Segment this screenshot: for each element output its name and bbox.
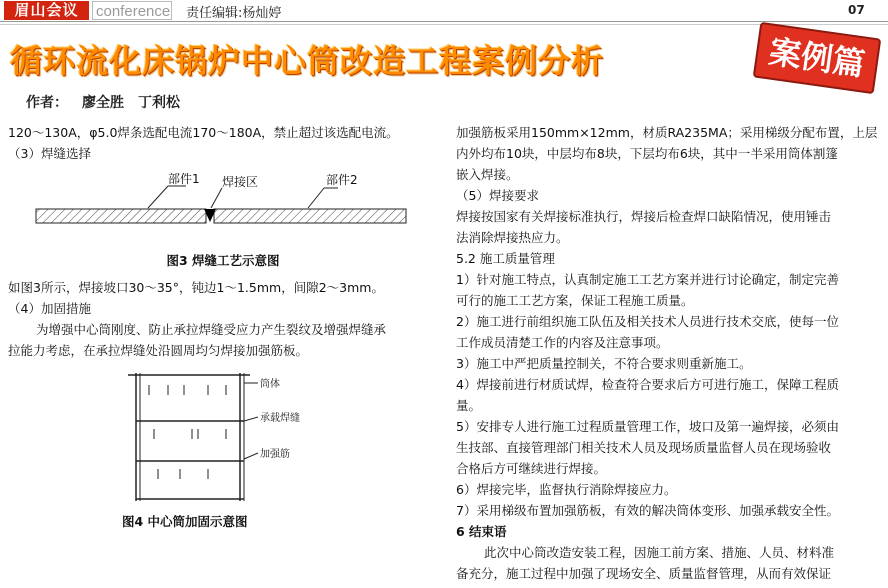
text-line: 120～130A，φ5.0焊条选配电流170～180A，禁止超过该选配电流。 [8,125,399,140]
text-line: （3）焊缝选择 [8,146,91,161]
editor-credit: 责任编辑:杨灿婷 [186,6,282,21]
shell-label: 筒体 [260,379,280,390]
text-line: 拉能力考虑，在承拉焊缝处沿圆周均匀焊接加强筋板。 [8,343,309,358]
text-line: 嵌入焊接。 [456,167,519,182]
section-label: conference [92,1,172,20]
part-2-label: 部件2 [326,173,358,187]
figure-4-caption: 图4 中心筒加固示意图 [122,514,248,529]
figure-3-caption: 图3 焊缝工艺示意图 [166,253,280,268]
page-number: 07 [848,3,865,17]
text-line: 生技部、直接管理部门相关技术人员及现场质量监督人员在现场验收 [456,440,832,455]
part-2-plate [214,209,406,223]
text-line: 备充分，施工过程中加强了现场安全、质量监督管理，从而有效保证 [456,566,832,581]
article-title: 循环流化床锅炉中心筒改造工程案例分析 [10,42,605,80]
text-line: 如图3所示，焊接坡口30～35°，钝边1～1.5mm，间隙2～3mm。 [8,280,384,295]
text-line: 4）焊接前进行材质试焊，检查符合要求后方可进行施工，保障工程质 [456,377,839,392]
stiffener-label: 加强筋 [260,449,290,460]
authors [26,92,194,112]
authors-label: 作者： [26,95,68,111]
figure-4-reinforcement-diagram [8,361,438,511]
text-line: 5.2 施工质量管理 [456,251,555,266]
part-1-label: 部件1 [168,172,200,186]
case-study-badge: 案例篇 [753,22,882,94]
text-line: 1）针对施工特点，认真制定施工工艺方案并进行讨论确定，制定完善 [456,272,839,287]
text-line: 3）施工中严把质量控制关，不符合要求则重新施工。 [456,356,752,371]
magazine-logo: 眉山会议 [4,1,89,20]
text-line: 可行的施工工艺方案，保证工程施工质量。 [456,293,694,308]
text-line: 焊接按国家有关焊接标准执行，焊接后检查焊口缺陷情况，使用锤击 [456,209,832,224]
text-line: 此次中心筒改造安装工程，因施工前方案、措施、人员、材料准 [484,545,835,560]
header-divider [0,21,888,22]
author-2: 丁利松 [138,95,180,111]
text-line: 5）安排专人进行施工过程质量管理工作，坡口及第一遍焊接，必须由 [456,419,839,434]
text-line: 6）焊接完毕，监督执行消除焊接应力。 [456,482,677,497]
text-line: 2）施工进行前组织施工队伍及相关技术人员进行技术交底，使每一位 [456,314,839,329]
text-line: 合格后方可继续进行焊接。 [456,461,607,476]
text-line: 内外均布10块，中层均布8块，下层均布6块，其中一半采用筒体割篷 [456,146,838,161]
right-column [456,122,886,584]
weld-zone-label: 焊接区 [222,175,259,189]
page-header [0,0,888,22]
text-line: 7）采用梯级布置加强筋板，有效的解决筒体变形、加强承载安全性。 [456,503,839,518]
left-column [8,122,438,532]
text-line: 量。 [456,398,482,413]
text-line: 为增强中心筒刚度、防止承拉焊缝受应力产生裂纹及增强焊缝承 [36,322,387,337]
section-heading: 6 结束语 [456,524,507,539]
part-1-plate [36,209,206,223]
header-divider-light [0,24,888,25]
text-line: （4）加固措施 [8,301,91,316]
author-1: 廖全胜 [82,95,124,111]
load-weld-label: 承载焊缝 [260,413,300,424]
text-line: 工作成员清楚工作的内容及注意事项。 [456,335,669,350]
figure-3-weld-diagram [8,164,438,252]
text-line: （5）焊接要求 [456,188,539,203]
text-line: 加强筋板采用150mm×12mm，材质RA235MA；采用梯级分配布置，上层 [456,125,878,140]
text-line: 法消除焊接热应力。 [456,230,569,245]
